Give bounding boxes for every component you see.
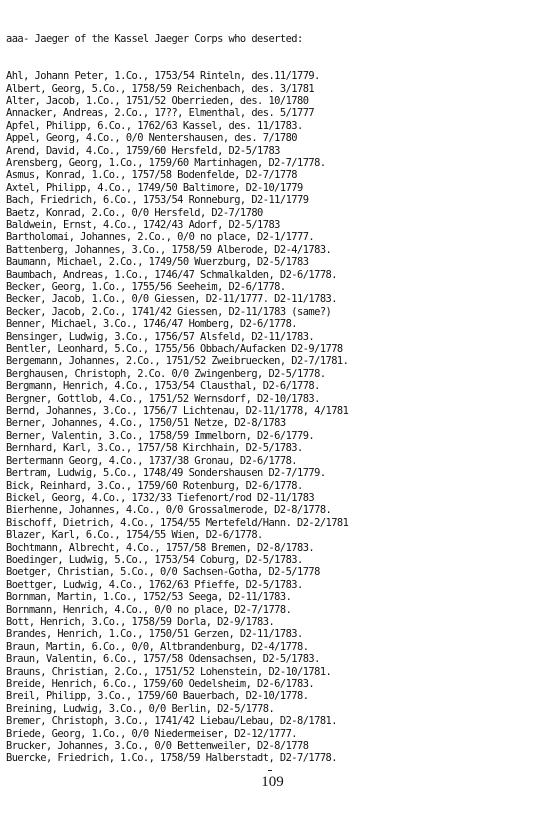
list-item: Becker, Jacob, 2.Co., 1741/42 Giessen, D2-11/1783 (same?) (6, 305, 332, 318)
list-item: Boetger, Christian, 5.Co., 0/0 Sachsen-Gotha, D2-5/1778 (6, 566, 320, 579)
list-item: Bischoff, Dietrich, 4.Co., 1754/55 Mertefeld/Hann. D2-2/1781 (6, 516, 349, 529)
list-item: Bartholomai, Johannes, 2.Co., 0/0 no place, D2-1/1777. (6, 231, 315, 244)
list-item: Baldwein, Ernst, 4.Co., 1742/43 Adorf, D2-5/1783 (6, 218, 280, 231)
list-item: Breide, Henrich, 6.Co., 1759/60 Oedelsheim, D2-6/1783. (6, 678, 315, 690)
list-item: Brandes, Henrich, 1.Co., 1750/51 Gerzen, D2-11/1783. (6, 628, 303, 641)
list-item: Berghausen, Christoph, 2.Co. 0/0 Zwingenberg, D2-5/1778. (6, 367, 326, 380)
list-item: Bochtmann, Albrecht, 4.Co., 1757/58 Bremen, D2-8/1783. (6, 541, 315, 554)
list-item: Braun, Martin, 6.Co., 0/0, Altbrandenburg, D2-4/1778. (6, 640, 309, 653)
list-item: Becker, Georg, 1.Co., 1755/56 Seeheim, D2-6/1778. (6, 281, 286, 293)
list-item: Bergner, Gottlob, 4.Co., 1751/52 Wernsdorf, D2-10/1783. (6, 392, 320, 405)
list-item: Bornmann, Henrich, 4.Co., 0/0 no place, D2-7/1778. (6, 603, 292, 616)
list-item: Ahl, Johann Peter, 1.Co., 1753/54 Rinteln, des.11/1779. (6, 70, 320, 83)
list-item: Bentler, Leonhard, 5.Co., 1755/56 Obbach/Aufacken D2-9/1778 (6, 343, 343, 356)
list-item: Brucker, Johannes, 3.Co., 0/0 Bettenweiler, D2-8/1778 (6, 740, 309, 753)
deserter-list (6, 8, 542, 790)
page-number: 109 (261, 774, 284, 790)
list-item: Axtel, Philipp, 4.Co., 1749/50 Baltimore, D2-10/1779 (6, 181, 303, 194)
list-item: Braun, Valentin, 6.Co., 1757/58 Odensachsen, D2-5/1783. (6, 653, 320, 666)
list-item: Bott, Henrich, 3.Co., 1758/59 Dorla, D2-9/1783. (6, 615, 275, 628)
list-item: Alter, Jacob, 1.Co., 1751/52 Oberrieden, des. 10/1780 (6, 94, 309, 107)
list-item: Bertram, Ludwig, 5.Co., 1748/49 Sondershausen D2-7/1779. (6, 467, 326, 480)
list-item: Berner, Johannes, 4.Co., 1750/51 Netze, D2-8/1783 (6, 417, 286, 430)
list-item: Boedinger, Ludwig, 5.Co., 1753/54 Coburg, D2-5/1783. (6, 553, 303, 566)
list-item: Brauns, Christian, 2.Co., 1751/52 Lohenstein, D2-10/1781. (6, 665, 332, 678)
list-item: Breil, Philipp, 3.Co., 1759/60 Bauerbach, D2-10/1778. (6, 690, 309, 703)
list-item: Bierhenne, Johannes, 4.Co., 0/0 Grossalmerode, D2-8/1778. (6, 504, 332, 517)
list-item: Appel, Georg, 4.Co., 0/0 Nentershausen, des. 7/1780 (6, 132, 297, 145)
list-item: Benner, Michael, 3.Co., 1746/47 Homberg, D2-6/1778. (6, 318, 297, 331)
list-item: Bick, Reinhard, 3.Co., 1759/60 Rotenburg, D2-6/1778. (6, 479, 303, 492)
list-heading: aaa- Jaeger of the Kassel Jaeger Corps who deserted: (6, 32, 303, 45)
list-item: Bickel, Georg, 4.Co., 1732/33 Tiefenort/rod D2-11/1783 (6, 491, 315, 504)
list-item: Baumann, Michael, 2.Co., 1749/50 Wuerzburg, D2-5/1783 (6, 256, 309, 269)
list-item: Blazer, Karl, 6.Co., 1754/55 Wien, D2-6/1778. (6, 529, 263, 542)
list-item: Bornman, Martin, 1.Co., 1752/53 Seega, D2-11/1783. (6, 591, 292, 604)
list-item: Bergemann, Johannes, 2.Co., 1751/52 Zweibruecken, D2-7/1781. (6, 355, 349, 368)
list-item: Annacker, Andreas, 2.Co., 17??, Elmenthal, des. 5/1777 (6, 107, 315, 120)
list-item: Bernd, Johannes, 3.Co., 1756/7 Lichtenau, D2-11/1778, 4/1781 (6, 405, 349, 418)
list-item: Arensberg, Georg, 1.Co., 1759/60 Martinhagen, D2-7/1778. (6, 156, 326, 169)
list-item: Bensinger, Ludwig, 3.Co., 1756/57 Alsfeld, D2-11/1783. (6, 330, 315, 343)
list-item: Briede, Georg, 1.Co., 0/0 Niedermeiser, D2-12/1777. (6, 727, 297, 740)
list-item: Apfel, Philipp, 6.Co., 1762/63 Kassel, des. 11/1783. (6, 119, 303, 132)
list-item: Breining, Ludwig, 3.Co., 0/0 Berlin, D2-5/1778. (6, 702, 275, 715)
list-item: Baetz, Konrad, 2.Co., 0/0 Hersfeld, D2-7/1780 (6, 206, 263, 219)
list-item: Albert, Georg, 5.Co., 1758/59 Reichenbach, des. 3/1781 (6, 82, 315, 95)
list-item: Bremer, Christoph, 3.Co., 1741/42 Liebau/Lebau, D2-8/1781. (6, 715, 337, 728)
page-number-mark (268, 770, 272, 771)
list-item: Arend, David, 4.Co., 1759/60 Hersfeld, D2-5/1783 (6, 144, 280, 157)
list-item: Boettger, Ludwig, 4.Co., 1762/63 Pfieffe, D2-5/1783. (6, 578, 303, 591)
list-item: Bach, Friedrich, 6.Co., 1753/54 Ronneburg, D2-11/1779 (6, 194, 309, 207)
list-item: Asmus, Konrad, 1.Co., 1757/58 Bodenfelde, D2-7/1778 (6, 169, 297, 182)
list-item: Bergmann, Henrich, 4.Co., 1753/54 Clausthal, D2-6/1778. (6, 380, 320, 393)
list-item: Becker, Jacob, 1.Co., 0/0 Giessen, D2-11/1777. D2-11/1783. (6, 293, 337, 306)
list-item: Berner, Valentin, 3.Co., 1758/59 Immelborn, D2-6/1779. (6, 429, 315, 442)
list-item: Bernhard, Karl, 3.Co., 1757/58 Kirchhain, D2-5/1783. (6, 442, 303, 455)
entries-container (6, 70, 542, 765)
list-item: Buercke, Friedrich, 1.Co., 1758/59 Halberstadt, D2-7/1778. (6, 752, 337, 765)
list-item: Battenberg, Johannes, 3.Co., 1758/59 Alberode, D2-4/1783. (6, 243, 332, 256)
list-item: Bertermann Georg, 4.Co., 1737/38 Gronau, D2-6/1778. (6, 454, 297, 467)
list-item: Baumbach, Andreas, 1.Co., 1746/47 Schmalkalden, D2-6/1778. (6, 268, 337, 281)
